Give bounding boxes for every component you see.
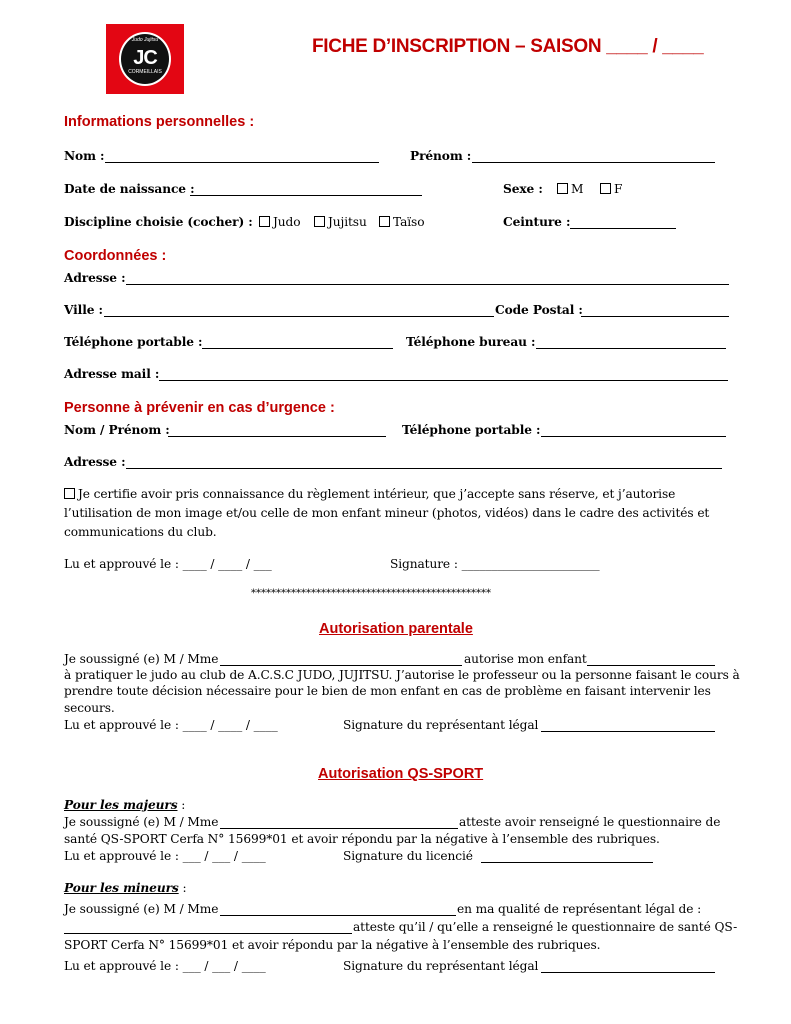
emergency-adresse-field[interactable] (126, 468, 722, 469)
section-heading-qs: Autorisation QS-SPORT (318, 766, 484, 782)
tel-portable-label: Téléphone portable : (64, 335, 203, 349)
section-heading-parental: Autorisation parentale (319, 621, 473, 637)
ville-field[interactable] (104, 316, 494, 317)
section-heading-emergency: Personne à prévenir en cas d’urgence : (64, 400, 335, 416)
min-child-field[interactable] (64, 933, 352, 934)
judo-option[interactable] (259, 215, 300, 229)
majeurs-colon: : (177, 798, 186, 812)
certify-line-3: communications du club. (64, 525, 217, 539)
parental-line-3: prendre toute décision nécessaire pour le bien de mon enfant en cas de problème en faisant intervenir les (64, 684, 711, 698)
mail-label: Adresse mail : (64, 367, 160, 381)
section-heading-contact: Coordonnées : (64, 248, 167, 264)
section-heading-personal: Informations personnelles : (64, 114, 255, 130)
discipline-row (64, 215, 253, 229)
logo-top-text: Judo Jujitsu (131, 37, 159, 43)
maj-line-1b: atteste avoir renseigné le questionnaire de (459, 815, 721, 829)
parental-name-field[interactable] (220, 665, 462, 666)
parental-signature-field[interactable] (541, 731, 715, 732)
parental-line-1b: autorise mon enfant (464, 652, 587, 666)
maj-lu-approuve: Lu et approuvé le : ___ / ___ / ____ (64, 849, 266, 863)
mail-field[interactable] (159, 380, 728, 381)
maj-line-1a: Je soussigné (e) M / Mme (64, 815, 219, 829)
tel-portable-field[interactable] (202, 348, 393, 349)
club-logo (106, 24, 184, 94)
min-line-1a: Je soussigné (e) M / Mme (64, 902, 219, 916)
mineurs-title: Pour les mineurs (64, 881, 179, 895)
maj-line-2: santé QS-SPORT Cerfa N° 15699*01 et avoir répondu par la négative à l’ensemble des rubriques. (64, 832, 660, 846)
logo-initials: JC (133, 47, 157, 69)
majeurs-heading (64, 798, 185, 812)
maj-signature-label: Signature du licencié (343, 849, 473, 863)
code-postal-field[interactable] (581, 316, 729, 317)
parental-line-2: à pratiquer le judo au club de A.C.S.C JUDO, JUJITSU. J’autorise le professeur ou la personne faisant le cours à (64, 668, 740, 682)
certify-lu-approuve: Lu et approuvé le : ____ / ____ / ___ (64, 557, 272, 571)
sexe-f-option[interactable] (600, 182, 622, 196)
checkbox-icon[interactable] (64, 488, 75, 499)
min-line-1b: en ma qualité de représentant légal de : (457, 902, 702, 916)
logo-emblem (119, 32, 171, 86)
sexe-f-label: F (614, 182, 623, 196)
certify-line-1 (64, 487, 675, 501)
date-naissance-label: Date de naissance : (64, 182, 195, 196)
checkbox-icon[interactable] (259, 216, 270, 227)
date-naissance-field[interactable] (190, 195, 422, 196)
min-signature-label: Signature du représentant légal (343, 959, 539, 973)
emergency-nom-label: Nom / Prénom : (64, 423, 170, 437)
mineurs-colon: : (178, 881, 187, 895)
mineurs-heading (64, 881, 186, 895)
min-line-3: SPORT Cerfa N° 15699*01 et avoir répondu par la négative à l’ensemble des rubriques. (64, 938, 601, 952)
parental-lu-approuve: Lu et approuvé le : ____ / ____ / ____ (64, 718, 278, 732)
judo-label: Judo (273, 215, 301, 229)
adresse-label: Adresse : (64, 271, 126, 285)
taiso-label: Taïso (393, 215, 425, 229)
prenom-field[interactable] (472, 162, 715, 163)
discipline-label: Discipline choisie (cocher) : (64, 215, 253, 229)
code-postal-label: Code Postal : (495, 303, 583, 317)
separator: ************************************************ (251, 588, 491, 599)
emergency-nom-field[interactable] (168, 436, 386, 437)
emergency-tel-field[interactable] (541, 436, 726, 437)
tel-bureau-label: Téléphone bureau : (406, 335, 536, 349)
sexe-m-label: M (571, 182, 584, 196)
ville-label: Ville : (64, 303, 103, 317)
emergency-adresse-label: Adresse : (64, 455, 126, 469)
parental-child-field[interactable] (587, 665, 715, 666)
sexe-label: Sexe : (503, 182, 543, 196)
checkbox-icon[interactable] (600, 183, 611, 194)
parental-signature-label: Signature du représentant légal (343, 718, 539, 732)
jujitsu-option[interactable] (314, 215, 367, 229)
page-title: FICHE D’INSCRIPTION – SAISON ____ / ____ (312, 36, 704, 57)
sexe-m-option[interactable] (557, 182, 583, 196)
maj-name-field[interactable] (220, 828, 458, 829)
checkbox-icon[interactable] (379, 216, 390, 227)
tel-bureau-field[interactable] (536, 348, 726, 349)
ceinture-label: Ceinture : (503, 215, 571, 229)
checkbox-icon[interactable] (557, 183, 568, 194)
certify-signature: Signature : _______________________ (390, 557, 600, 571)
min-lu-approuve: Lu et approuvé le : ___ / ___ / ____ (64, 959, 266, 973)
ceinture-field[interactable] (570, 228, 676, 229)
min-line-2: atteste qu’il / qu’elle a renseigné le questionnaire de santé QS- (353, 920, 738, 934)
emergency-tel-label: Téléphone portable : (402, 423, 541, 437)
majeurs-title: Pour les majeurs (64, 798, 178, 812)
adresse-field[interactable] (126, 284, 729, 285)
nom-label: Nom : (64, 149, 105, 163)
nom-field[interactable] (105, 162, 379, 163)
min-signature-field[interactable] (541, 972, 715, 973)
parental-line-1a: Je soussigné (e) M / Mme (64, 652, 219, 666)
certify-text-1: Je certifie avoir pris connaissance du règlement intérieur, que j’accepte sans réserve, et j’autorise (78, 487, 676, 501)
certify-line-2: l’utilisation de mon image et/ou celle de mon enfant mineur (photos, vidéos) dans le cadre des activités et (64, 506, 710, 520)
prenom-label: Prénom : (410, 149, 472, 163)
jujitsu-label: Jujitsu (328, 215, 367, 229)
parental-line-4: secours. (64, 701, 115, 715)
taiso-option[interactable] (379, 215, 424, 229)
logo-sub-text: CORMEILLAIS (128, 69, 162, 75)
maj-signature-field[interactable] (481, 862, 653, 863)
checkbox-icon[interactable] (314, 216, 325, 227)
min-name-field[interactable] (220, 915, 456, 916)
